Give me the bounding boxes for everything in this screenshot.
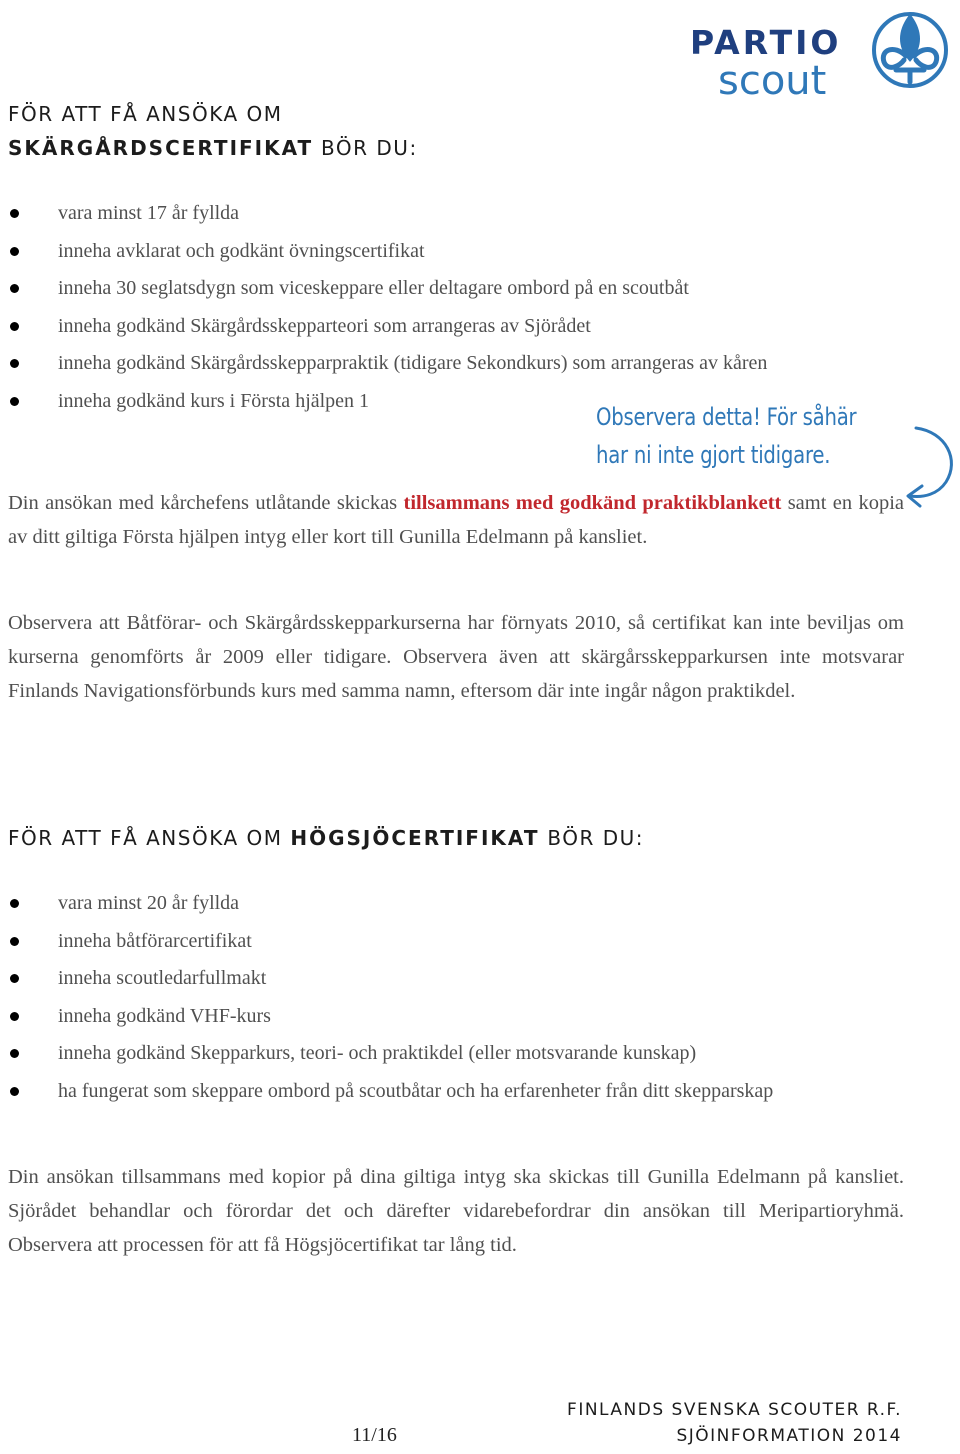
handwritten-note bbox=[596, 398, 856, 474]
list-item: inneha godkänd VHF-kurs bbox=[8, 999, 908, 1033]
list-item: ha fungerat som skeppare ombord på scoutbåtar och ha erfarenheter från ditt skepparskap bbox=[8, 1074, 903, 1108]
section1-paragraph1 bbox=[8, 486, 904, 554]
section2-heading-bold: HÖGSJÖCERTIFIKAT bbox=[290, 826, 540, 850]
list-item: vara minst 17 år fyllda bbox=[8, 196, 908, 230]
list-item: vara minst 20 år fyllda bbox=[8, 886, 908, 920]
list-item: inneha scoutledarfullmakt bbox=[8, 961, 908, 995]
section1-heading-rest: BÖR DU: bbox=[313, 136, 418, 160]
list-item: inneha godkänd Skärgårdsskepparteori som arrangeras av Sjörådet bbox=[8, 309, 908, 343]
list-item: inneha båtförarcertifikat bbox=[8, 924, 908, 958]
list-item: inneha avklarat och godkänt övningscertifikat bbox=[8, 234, 908, 268]
section1-requirements-list bbox=[8, 196, 908, 421]
list-item: inneha godkänd kurs i Första hjälpen 1 bbox=[8, 384, 908, 418]
section1-heading-line1: FÖR ATT FÅ ANSÖKA OM bbox=[8, 102, 283, 126]
list-item: inneha godkänd Skepparkurs, teori- och praktikdel (eller motsvarande kunskap) bbox=[8, 1036, 908, 1070]
note-line1: Observera detta! För såhär bbox=[596, 403, 857, 431]
list-item: inneha 30 seglatsdygn som viceskeppare eller deltagare ombord på en scoutbåt bbox=[8, 271, 908, 305]
logo-text-partio: PARTIO bbox=[690, 23, 842, 62]
para1-highlight: tillsammans med godkänd praktikblankett bbox=[403, 492, 782, 514]
para1-text-b: samt en kopia av ditt giltiga Första hjälpen intyg eller kort till Gunilla Edelmann på kansliet. bbox=[8, 492, 904, 548]
fleur-de-lis-icon bbox=[874, 14, 946, 86]
footer-org: FINLANDS SVENSKA SCOUTER R.F. bbox=[567, 1400, 902, 1420]
section1-heading-line2 bbox=[8, 131, 418, 165]
section2-heading-rest: BÖR DU: bbox=[539, 826, 644, 850]
section2-paragraph: Din ansökan tillsammans med kopior på dina giltiga intyg ska skickas till Gunilla Edelmann på kansliet. Sjörådet behandlar och förordar det och därefter vidarebefordrar din ansökan till Meripartioryhmä. Observera att processen för att få Högsjöcertifikat tar lång tid. bbox=[8, 1166, 904, 1256]
section2-requirements-list bbox=[8, 886, 908, 1111]
footer-doc-title: SJÖINFORMATION 2014 bbox=[676, 1426, 902, 1446]
section2-heading-plain: FÖR ATT FÅ ANSÖKA OM bbox=[8, 826, 291, 850]
list-item: inneha godkänd Skärgårdsskepparpraktik (tidigare Sekondkurs) som arrangeras av kåren bbox=[8, 346, 903, 380]
section1-paragraph2: Observera att Båtförar- och Skärgårdsskepparkurserna har förnyats 2010, så certifikat kan inte beviljas om kurserna genomförts år 2009 eller tidigare. Observera även att skärgårsskepparkursen inte motsvarar Finlands Navigationsförbunds kurs med samma namn, eftersom där inte ingår någon praktikdel. bbox=[8, 612, 904, 702]
section1-heading-bold: SKÄRGÅRDSCERTIFIKAT bbox=[8, 136, 314, 160]
logo-text-scout: scout bbox=[718, 58, 827, 102]
page-number: 11/16 bbox=[352, 1424, 397, 1446]
curved-arrow-icon bbox=[896, 420, 960, 510]
note-line2: har ni inte gjort tidigare. bbox=[596, 441, 831, 469]
para1-text-a: Din ansökan med kårchefens utlåtande skickas bbox=[8, 492, 404, 514]
section2-heading bbox=[8, 821, 644, 855]
partio-scout-logo bbox=[688, 2, 954, 102]
